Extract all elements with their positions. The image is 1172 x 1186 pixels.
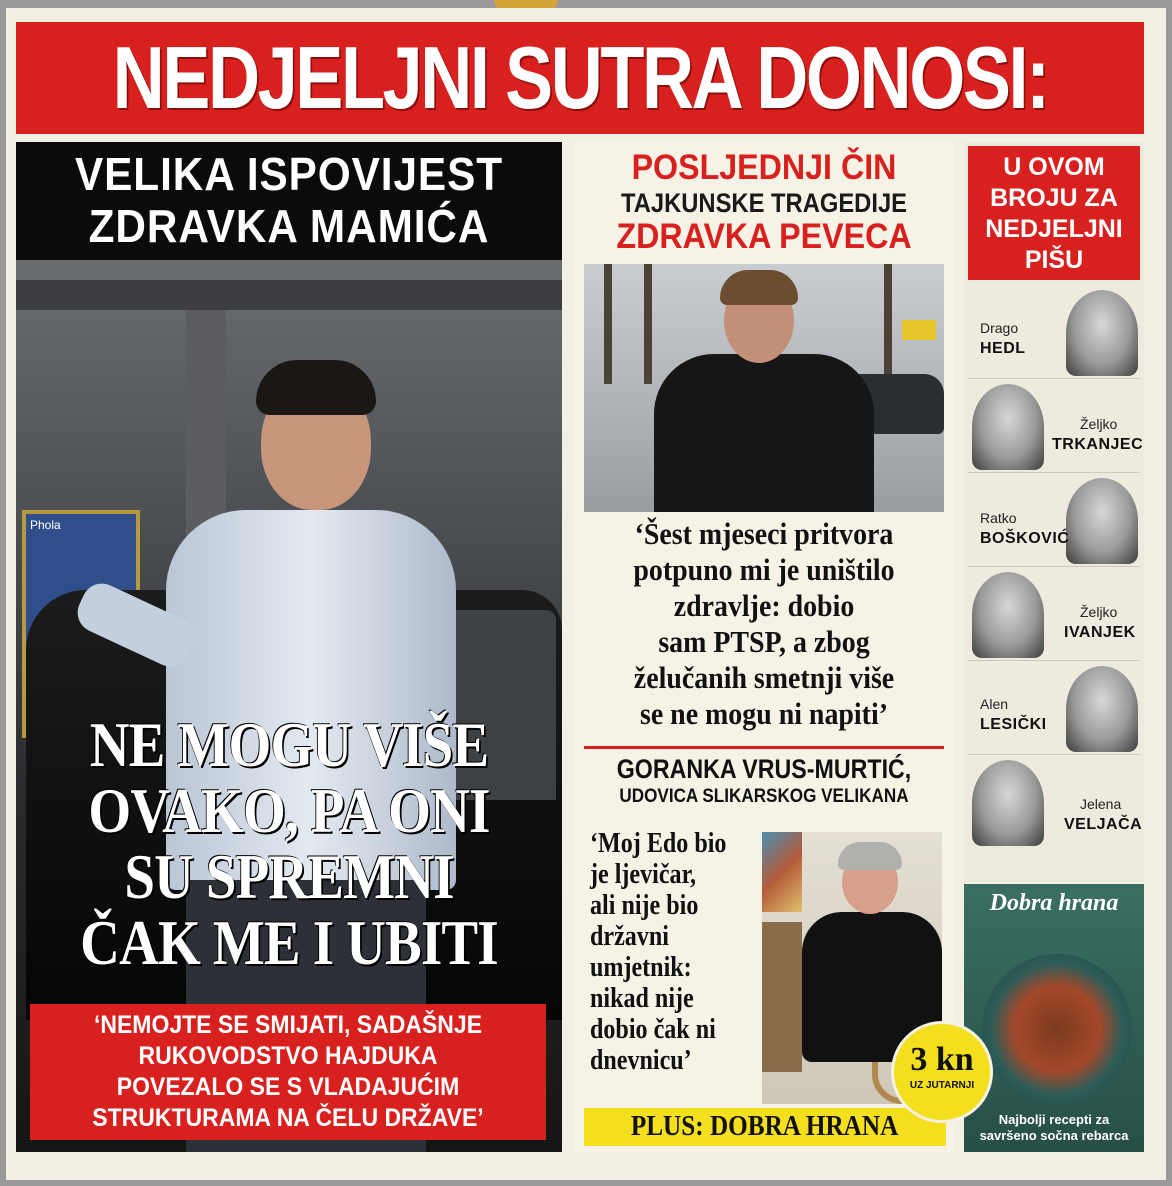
author-first-name: Željko [1080,416,1118,432]
magazine-footer-line: Najbolji recepti za [998,1112,1110,1127]
peveca-headline-3[interactable]: ZDRAVKA PEVECA [616,217,912,256]
man-jacket [654,354,874,512]
man-hair [720,270,798,305]
lead-headline [16,142,562,260]
goranka-headline[interactable]: GORANKA VRUS-MURTIĆ, [616,754,912,784]
author-trkanjec[interactable] [968,380,1144,473]
peveca-photo [584,264,944,512]
author-last-name: BOŠKOVIĆ [980,530,1070,547]
authors-header-line: PIŠU [1024,246,1084,274]
lead-subquote-line: STRUKTURAMA NA ČELU DRŽAVE’ [92,1104,484,1132]
peveca-quote-line: se ne mogu ni napiti’ [639,696,889,731]
author-portrait [1066,478,1138,564]
goranka-quote-line: državni [590,921,669,952]
author-first-name: Alen [980,696,1009,712]
author-ivanjek[interactable] [968,568,1140,661]
peveca-quote-line: sam PTSP, a zbog [658,624,870,659]
magazine-footer-line: savršeno sočna rebarca [979,1128,1129,1143]
author-lesicki[interactable] [968,662,1140,755]
author-veljaca[interactable] [968,756,1143,848]
goranka-subheadline: UDOVICA SLIKARSKOG VELIKANA [619,786,909,807]
lead-story[interactable] [16,142,562,1152]
middle-column [574,142,954,1152]
painting [762,832,802,912]
tree-trunk [644,264,652,384]
author-first-name: Drago [980,320,1019,336]
author-first-name: Ratko [980,510,1017,526]
author-portrait [972,572,1044,658]
goranka-quote-line: ali nije bio [590,890,699,921]
authors-header-line: U OVOM [1003,153,1105,181]
food-plate-image [982,954,1132,1104]
lead-headline-line1: VELIKA ISPOVIJEST [75,148,503,200]
author-portrait [1066,290,1138,376]
author-portrait [1066,666,1138,752]
lead-quote [54,709,524,978]
lead-headline-line2: ZDRAVKA MAMIĆA [88,200,490,252]
magazine-cover[interactable] [964,884,1144,1152]
author-hedl[interactable] [968,286,1140,379]
peveca-headline-2[interactable]: TAJKUNSKE TRAGEDIJE [620,188,908,218]
lead-quote-line: SU SPREMNI [124,841,454,912]
author-portrait [972,384,1044,470]
author-first-name: Jelena [1080,796,1122,812]
lead-subquote-line: POVEZALO SE S VLADAJUĆIM [116,1073,460,1101]
drawer-cabinet [762,922,802,1072]
lead-subquote-line: ‘NEMOJTE SE SMIJATI, SADAŠNJE [93,1011,483,1039]
lead-quote-line: NE MOGU VIŠE [89,709,489,780]
garage-beam [16,280,562,310]
goranka-quote [590,828,745,1076]
price-value: 3 kn [910,1041,974,1078]
magazine-footer [964,1112,1144,1144]
tree-trunk [884,264,892,384]
goranka-quote-line: ‘Moj Edo bio [590,828,727,859]
shop-sign: Phola [30,518,61,532]
goranka-quote-line: nikad nije [590,983,694,1014]
yellow-sign [902,320,936,340]
goranka-quote-line: je ljevičar, [590,859,697,890]
author-last-name: HEDL [980,340,1026,357]
author-boskovic[interactable] [968,474,1140,567]
peveca-quote-line: potpuno mi je uništilo [633,552,895,587]
lead-quote-line: ČAK ME I UBITI [80,907,498,978]
authors-header-line: NEDJELJNI [985,215,1123,243]
price-badge [894,1024,990,1120]
author-last-name: VELJAČA [1064,816,1143,833]
tree-trunk [604,264,612,384]
goranka-quote-line: dnevnicu’ [590,1045,692,1076]
authors-column [964,142,1144,882]
author-portrait [972,760,1044,846]
goranka-quote-line: umjetnik: [590,952,692,983]
authors-header-line: BROJU ZA [990,184,1118,212]
peveca-quote-line: želučanih smetnji više [633,660,895,695]
peveca-quote [593,516,935,732]
author-last-name: TRKANJEC [1052,436,1144,453]
peveca-quote-line: ‘Šest mjeseci pritvora [634,516,894,551]
man-hair [256,360,376,415]
lead-subquote [30,1004,546,1140]
woman-hair [838,842,902,870]
section-divider [584,746,944,749]
top-banner [16,22,1144,134]
lead-quote-line: OVAKO, PA ONI [88,775,490,846]
banner-title: NEDJELJNI SUTRA DONOSI: [112,28,1048,127]
price-note: UZ JUTARNJI [909,1080,975,1091]
authors-header [968,146,1140,280]
peveca-headline-1[interactable]: POSLJEDNJI ČIN [631,148,897,187]
lead-subquote-line: RUKOVODSTVO HAJDUKA [138,1042,438,1070]
author-first-name: Željko [1080,604,1118,620]
magazine-title: Dobra hrana [989,890,1119,916]
goranka-quote-line: dobio čak ni [590,1014,716,1045]
author-last-name: LESIČKI [980,716,1047,733]
plus-banner-text: PLUS: DOBRA HRANA [631,1111,899,1142]
peveca-quote-line: zdravlje: dobio [673,588,855,623]
plus-banner[interactable] [584,1108,946,1146]
author-last-name: IVANJEK [1064,624,1136,641]
